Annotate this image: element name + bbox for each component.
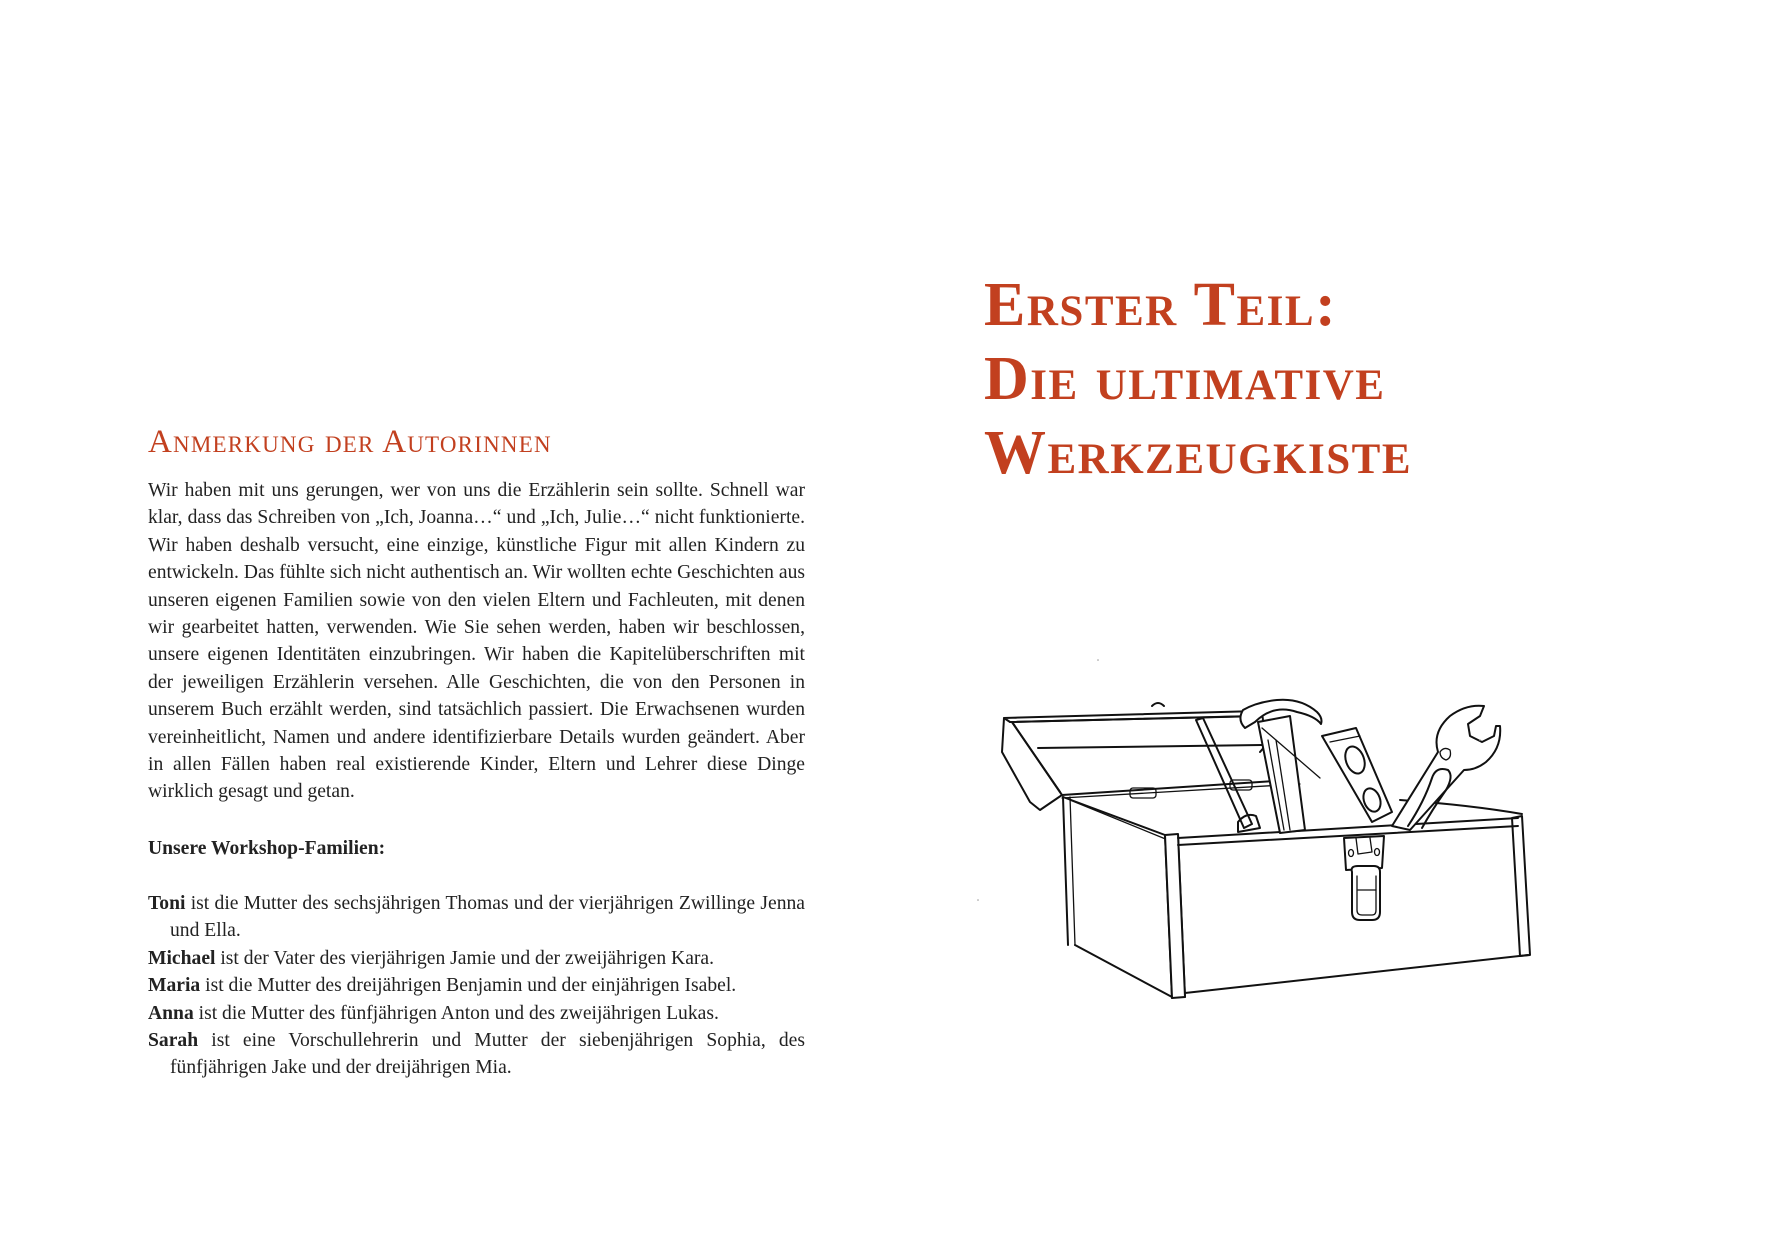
part-title-line-3: Werkzeugkiste	[984, 419, 1412, 487]
family-name: Anna	[148, 1002, 194, 1024]
family-item	[148, 1000, 805, 1027]
families-label: Unsere Workshop-Familien:	[148, 838, 386, 859]
family-description: ist eine Vorschullehrerin und Mutter der siebenjährigen Sophia, des fünfjährigen Jake und der dreijährigen Mia.	[170, 1030, 805, 1079]
family-item	[148, 1027, 805, 1082]
family-name: Maria	[148, 975, 201, 997]
latch-icon	[1344, 836, 1384, 920]
part-title-line-2: Die ultimative	[984, 345, 1386, 413]
spirit-level-icon	[1322, 728, 1392, 822]
family-description: ist der Vater des vierjährigen Jamie und der zweijährigen Kara.	[215, 947, 715, 969]
authors-note-paragraph: Wir haben mit uns gerungen, wer von uns die Erzählerin sein sollte. Schnell war klar, dass das Schreiben von „Ich, Joanna…“ und „Ich, Julie…“ nicht funktionierte. Wir haben deshalb versucht, eine einzige, künstliche Figur mit allen Kindern zu entwickeln. Das fühlte sich nicht authentisch an. Wir wollten echte Geschichten aus unseren eigenen Familien sowie von den vielen Eltern und Fachleuten, mit denen wir gearbeitet hatten, verwenden. Wie Sie sehen werden, haben wir beschlossen, unsere eigenen Identitäten einzubringen. Wir haben die Kapitelüberschriften mit der jeweiligen Erzählerin versehen. Alle Geschichten, die von den Personen in unserem Buch erzählt werden, sind tatsächlich passiert. Die Erwachsenen wurden vereinheitlicht, Namen und andere identifizierbare Details wurden geändert. Aber in allen Fällen haben real existierende Kinder, Eltern und Lehrer diese Dinge wirklich gesagt und getan.	[148, 480, 805, 803]
family-item	[148, 972, 805, 999]
family-list	[148, 890, 805, 1082]
family-description: ist die Mutter des sechsjährigen Thomas und der vierjährigen Zwillinge Jenna und Ella.	[170, 893, 805, 942]
screwdriver-icon	[1196, 718, 1260, 832]
family-description: ist die Mutter des fünfjährigen Anton und des zweijährigen Lukas.	[193, 1002, 719, 1024]
family-item	[148, 890, 805, 945]
section-heading: Anmerkung der Autorinnen	[148, 424, 552, 460]
toolbox-illustration	[962, 640, 1582, 1040]
family-description: ist die Mutter des dreijährigen Benjamin und der einjährigen Isabel.	[200, 975, 737, 997]
family-item	[148, 945, 805, 972]
wrench-icon	[1392, 706, 1500, 830]
right-page	[886, 0, 1772, 1258]
family-name: Toni	[148, 893, 186, 914]
part-title-line-1: Erster Teil:	[984, 271, 1338, 339]
family-name: Sarah	[148, 1030, 199, 1052]
family-name: Michael	[148, 947, 216, 969]
part-title	[984, 268, 1412, 490]
hammer-icon	[1240, 700, 1321, 833]
